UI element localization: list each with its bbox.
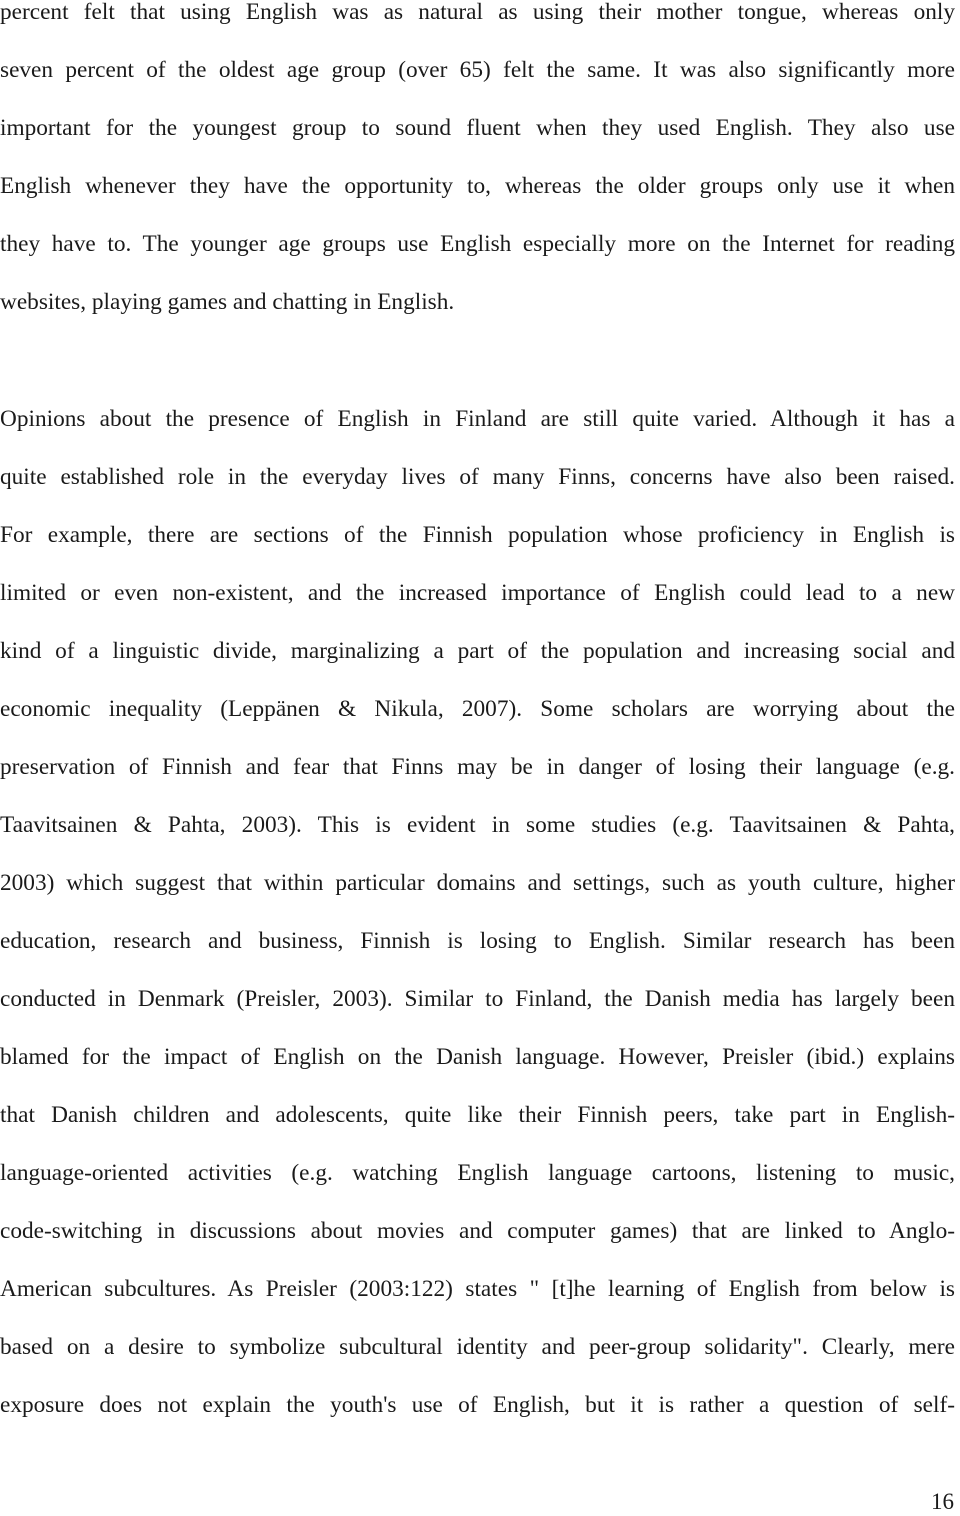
text-line: exposure does not explain the youth's use of English, but it is rather a question of self- (0, 1392, 955, 1418)
text-line: American subcultures. As Preisler (2003:122) states " [t]he learning of English from below is (0, 1276, 955, 1302)
text-line: blamed for the impact of English on the Danish language. However, Preisler (ibid.) explains (0, 1044, 955, 1070)
text-line: quite established role in the everyday lives of many Finns, concerns have also been raised. (0, 464, 955, 490)
text-line: 2003) which suggest that within particular domains and settings, such as youth culture, higher (0, 870, 955, 896)
text-line: kind of a linguistic divide, marginalizing a part of the population and increasing social and (0, 638, 955, 664)
text-line: economic inequality (Leppänen & Nikula, 2007). Some scholars are worrying about the (0, 696, 955, 722)
text-line: important for the youngest group to sound fluent when they used English. They also use (0, 115, 955, 141)
text-line: education, research and business, Finnish is losing to English. Similar research has been (0, 928, 955, 954)
text-line: they have to. The younger age groups use English especially more on the Internet for reading (0, 231, 955, 257)
text-line: that Danish children and adolescents, quite like their Finnish peers, take part in English- (0, 1102, 955, 1128)
text-line: seven percent of the oldest age group (over 65) felt the same. It was also significantly more (0, 57, 955, 83)
text-line: For example, there are sections of the Finnish population whose proficiency in English is (0, 522, 955, 548)
text-line: code-switching in discussions about movies and computer games) that are linked to Anglo- (0, 1218, 955, 1244)
text-line: English whenever they have the opportunity to, whereas the older groups only use it when (0, 173, 955, 199)
text-line: based on a desire to symbolize subcultural identity and peer-group solidarity". Clearly, mere (0, 1334, 955, 1360)
page-number: 16 (931, 1489, 954, 1514)
text-line: preservation of Finnish and fear that Finns may be in danger of losing their language (e.g. (0, 754, 955, 780)
text-line: Taavitsainen & Pahta, 2003). This is evident in some studies (e.g. Taavitsainen & Pahta, (0, 812, 955, 838)
text-line: conducted in Denmark (Preisler, 2003). Similar to Finland, the Danish media has largely been (0, 986, 955, 1012)
text-line: Opinions about the presence of English in Finland are still quite varied. Although it has a (0, 406, 955, 432)
text-line: websites, playing games and chatting in English. (0, 289, 455, 315)
text-line: percent felt that using English was as natural as using their mother tongue, whereas only (0, 0, 955, 25)
text-line: limited or even non-existent, and the increased importance of English could lead to a new (0, 580, 955, 606)
text-line: language-oriented activities (e.g. watching English language cartoons, listening to music, (0, 1160, 955, 1186)
